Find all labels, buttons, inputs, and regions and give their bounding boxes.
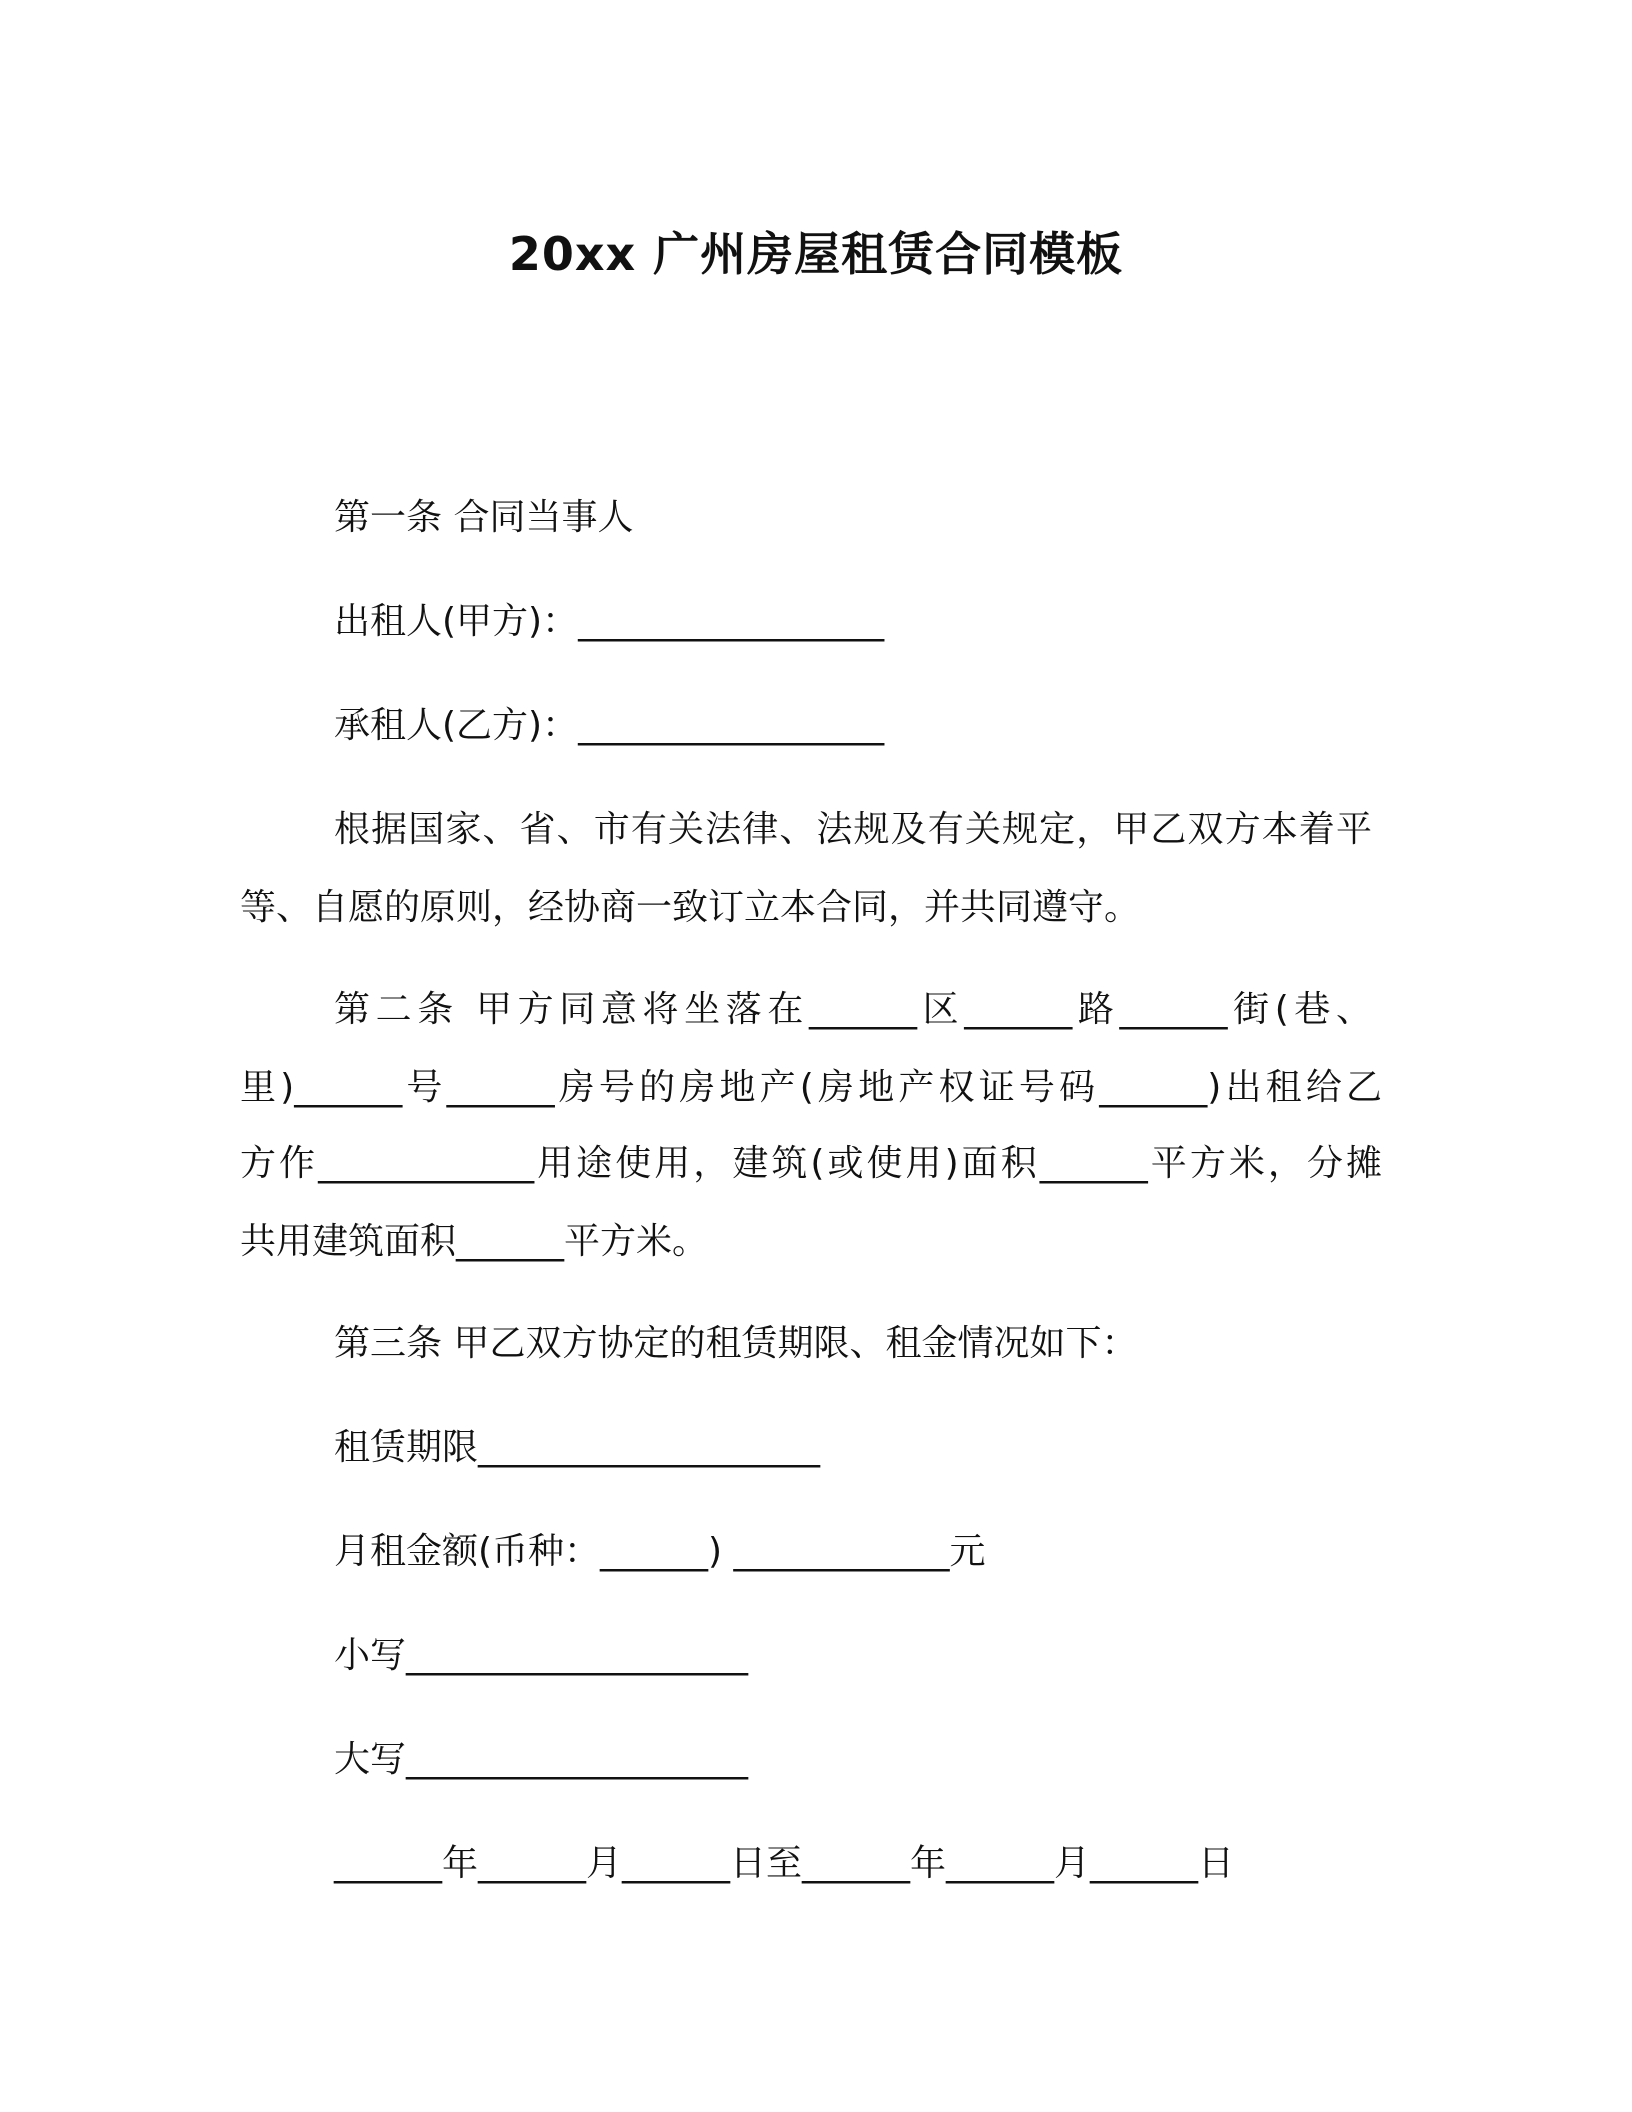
amount-numeric-field: 小写___________________ — [334, 1635, 749, 1676]
article-1-heading: 第一条 合同当事人 — [334, 497, 634, 538]
monthly-rent-field: 月租金额(币种：______) ____________元 — [334, 1531, 986, 1572]
date-range-field: ______年______月______日至______年______月______日 — [334, 1843, 1234, 1884]
amount-words-field: 大写___________________ — [334, 1739, 749, 1780]
preamble-line-1: 根据国家、省、市有关法律、法规及有关规定，甲乙双方本着平 — [334, 809, 1372, 850]
document-title: 20xx 广州房屋租赁合同模板 — [508, 227, 1124, 281]
article-2-line-2: 里)______号______房号的房地产(房地产权证号码______)出租给乙 — [240, 1067, 1382, 1108]
article-2-line-3: 方作____________用途使用，建筑(或使用)面积______平方米，分摊 — [240, 1143, 1382, 1184]
article-2-line-1: 第二条 甲方同意将坐落在______区______路______街(巷、 — [334, 989, 1372, 1030]
article-2-line-4: 共用建筑面积______平方米。 — [240, 1221, 709, 1262]
lease-term-field: 租赁期限___________________ — [334, 1427, 821, 1468]
lessor-field: 出租人(甲方)：_________________ — [334, 601, 885, 642]
preamble-line-2: 等、自愿的原则，经协商一致订立本合同，并共同遵守。 — [240, 887, 1141, 928]
article-3-heading: 第三条 甲乙双方协定的租赁期限、租金情况如下： — [334, 1323, 1138, 1364]
lessee-field: 承租人(乙方)：_________________ — [334, 705, 885, 746]
